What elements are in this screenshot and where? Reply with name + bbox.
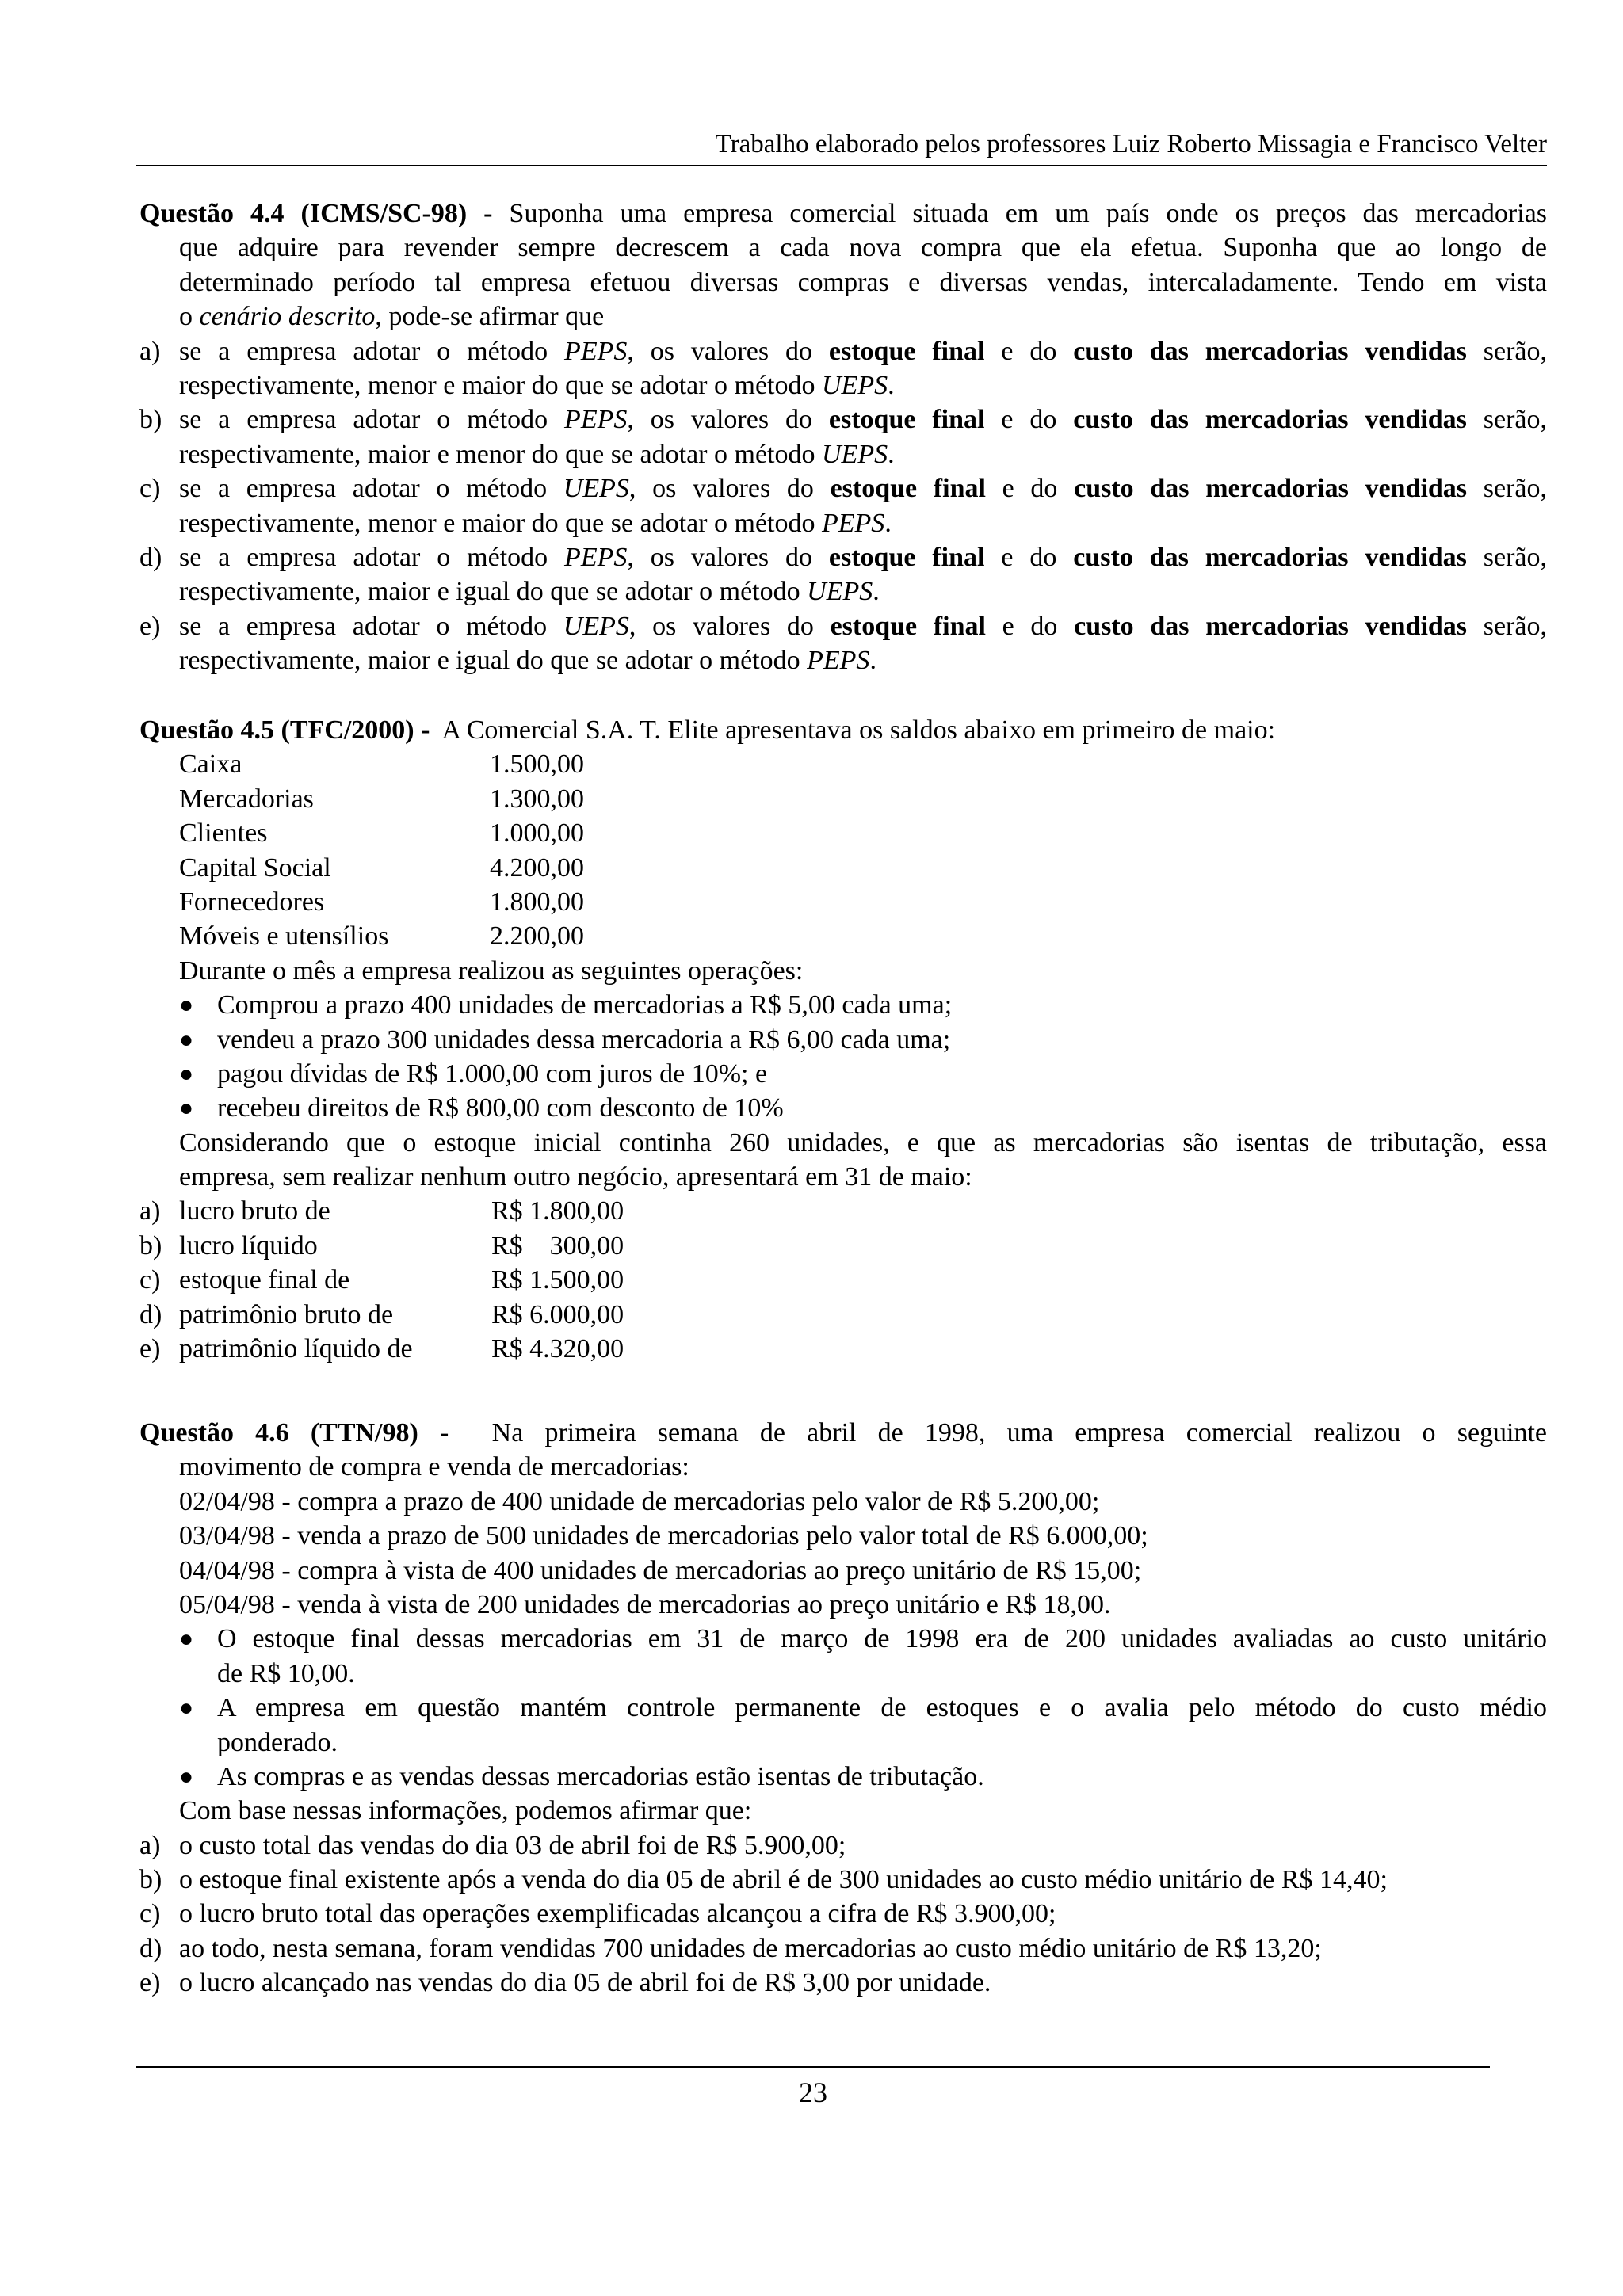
option-ref-method: UEPS	[807, 577, 873, 607]
option-text: lucro bruto de	[179, 1196, 330, 1226]
fact-bullet-3	[139, 1760, 1547, 1794]
option-line	[139, 1194, 1547, 1228]
option-ref-method: UEPS	[822, 370, 888, 400]
option-text: o lucro alcançado nas vendas do dia 05 de abril foi de R$ 3,00 por unidade.	[179, 1968, 991, 1998]
question-4-4-options	[139, 334, 1547, 678]
option-method: PEPS	[564, 542, 628, 572]
account-row	[179, 816, 1547, 850]
account-value: 1.800,00	[490, 887, 584, 917]
option-line	[139, 540, 1547, 574]
question-4-4-stem-line-3: determinado período tal empresa efetuou diversas compras e diversas vendas, intercaladamente. Tendo em vista	[179, 267, 1547, 297]
footer-divider	[136, 2066, 1490, 2068]
question-4-5-consider-line-1: Considerando que o estoque inicial continha 260 unidades, e que as mercadorias são isentas de tributação, essa	[179, 1127, 1547, 1158]
option-value: R$ 1.800,00	[491, 1196, 624, 1226]
option-method: UEPS	[563, 474, 629, 504]
operation-text: vendeu a prazo 300 unidades dessa mercadoria a R$ 6,00 cada uma;	[217, 1024, 951, 1055]
option-label: b)	[139, 405, 162, 435]
operation-item	[139, 1091, 1547, 1125]
option-method: UEPS	[563, 611, 629, 641]
stem-italic-text: cenário descrito	[199, 302, 376, 332]
question-4-4-title: Questão 4.4 (ICMS/SC-98) -	[139, 199, 493, 228]
bullet-icon: ●	[179, 1095, 194, 1122]
option-text: ao todo, nesta semana, foram vendidas 700 unidades de mercadorias ao custo médio unitário de R$ 13,20;	[179, 1933, 1322, 1963]
option-text: respectivamente, maior e menor do que se adotar o método	[179, 439, 822, 469]
account-row	[179, 782, 1547, 816]
option-term-custo: custo das mercadorias vendidas	[1073, 542, 1467, 572]
option-line	[139, 402, 1547, 437]
option-text: se a empresa adotar o método	[179, 405, 565, 435]
account-balances-list	[139, 747, 1547, 953]
question-4-6-options	[139, 1829, 1547, 2000]
movement-line: 03/04/98 - venda a prazo de 500 unidades de mercadorias pelo valor total de R$ 6.000,00;	[179, 1521, 1148, 1551]
option-label: e)	[139, 611, 161, 641]
option-term-custo: custo das mercadorias vendidas	[1073, 405, 1467, 435]
option-line	[139, 1863, 1547, 1897]
option-text: patrimônio líquido de	[179, 1334, 413, 1364]
option-term-estoque: estoque final	[828, 336, 985, 366]
account-row	[179, 919, 1547, 953]
option-text: respectivamente, menor e maior do que se adotar o método	[179, 370, 822, 400]
option-text: , os valores do	[627, 405, 829, 435]
option-value: R$ 6.000,00	[491, 1299, 624, 1329]
account-row	[179, 851, 1547, 885]
option-line	[139, 1332, 1547, 1366]
account-value: 1.300,00	[490, 784, 584, 814]
option-text: se a empresa adotar o método	[179, 474, 563, 504]
account-value: 1.500,00	[490, 749, 584, 780]
bullet-icon: ●	[179, 1763, 194, 1790]
movement-line: 02/04/98 - compra a prazo de 400 unidade de mercadorias pelo valor de R$ 5.200,00;	[179, 1486, 1100, 1516]
bullet-icon: ●	[179, 1626, 194, 1653]
option-line	[139, 471, 1547, 505]
option-text: e do	[985, 474, 1075, 504]
question-4-6	[139, 1416, 1547, 2000]
option-text: , os valores do	[628, 611, 831, 641]
account-name: Móveis e utensílios	[179, 921, 389, 952]
option-text: e do	[985, 611, 1075, 641]
option-line	[139, 1263, 1547, 1297]
option-label: c)	[139, 1899, 161, 1929]
option-label: b)	[139, 1865, 162, 1895]
account-name: Clientes	[179, 818, 268, 849]
operations-list	[139, 988, 1547, 1126]
fact-text: As compras e as vendas dessas mercadorias estão isentas de tributação.	[217, 1761, 984, 1791]
option-line	[139, 1966, 1547, 2000]
option-line	[139, 1932, 1547, 1966]
operations-intro: Durante o mês a empresa realizou as seguintes operações:	[179, 955, 804, 986]
question-4-6-stem-text: Na primeira semana de abril de 1998, uma empresa comercial realizou o seguinte	[491, 1418, 1548, 1447]
option-line	[139, 1829, 1547, 1863]
option-value: R$ 4.320,00	[491, 1334, 624, 1364]
option-term-estoque: estoque final	[830, 611, 986, 641]
question-4-4-stem-text: Suponha uma empresa comercial situada em um país onde os preços das mercadorias	[509, 199, 1548, 228]
option-text: serão,	[1467, 474, 1547, 504]
option-text: respectivamente, maior e igual do que se adotar o método	[179, 577, 808, 607]
option-text: se a empresa adotar o método	[179, 542, 565, 572]
account-name: Caixa	[179, 749, 242, 780]
operation-text: Comprou a prazo 400 unidades de mercadorias a R$ 5,00 cada uma;	[217, 990, 953, 1020]
question-4-5-consider-line-2: empresa, sem realizar nenhum outro negócio, apresentará em 31 de maio:	[179, 1162, 972, 1192]
question-4-6-stem-line-2: movimento de compra e venda de mercadorias:	[179, 1452, 689, 1482]
option-value: R$ 300,00	[491, 1230, 624, 1261]
option-label: a)	[139, 1830, 161, 1860]
option-text: , os valores do	[628, 474, 831, 504]
page-header: Trabalho elaborado pelos professores Luiz Roberto Missagia e Francisco Velter	[136, 127, 1547, 166]
operation-item	[139, 1057, 1547, 1091]
question-4-4-stem-line-1	[139, 196, 1547, 231]
movement-line: 04/04/98 - compra à vista de 400 unidades de mercadorias ao preço unitário de R$ 15,00;	[179, 1555, 1142, 1585]
question-4-6-conclusion: Com base nessas informações, podemos afirmar que:	[179, 1796, 752, 1826]
option-text: se a empresa adotar o método	[179, 336, 565, 366]
option-term-estoque: estoque final	[830, 474, 986, 504]
fact-bullet-1-line-1	[139, 1622, 1547, 1656]
movements-list	[139, 1485, 1547, 1623]
option-text: serão,	[1466, 336, 1547, 366]
operation-item	[139, 1023, 1547, 1057]
option-text: .	[869, 646, 876, 676]
option-text: o estoque final existente após a venda do dia 05 de abril é de 300 unidades ao custo médio unitário de R$ 14,40;	[179, 1865, 1388, 1895]
option-line	[139, 1229, 1547, 1263]
option-ref-method: UEPS	[822, 439, 888, 469]
option-text: o lucro bruto total das operações exemplificadas alcançou a cifra de R$ 3.900,00;	[179, 1899, 1056, 1929]
account-name: Capital Social	[179, 852, 331, 883]
question-4-5-stem	[139, 713, 1547, 747]
question-4-4-stem-line-4	[179, 299, 1547, 334]
account-row	[179, 885, 1547, 919]
question-4-5	[139, 713, 1547, 1366]
option-text: respectivamente, maior e igual do que se adotar o método	[179, 646, 808, 676]
option-label: c)	[139, 474, 161, 504]
question-4-4	[139, 196, 1547, 677]
option-method: PEPS	[564, 405, 628, 435]
stem-text: , pode-se afirmar que	[375, 302, 605, 332]
option-text: e do	[984, 542, 1074, 572]
bullet-icon: ●	[179, 1060, 194, 1087]
option-text: estoque final de	[179, 1265, 350, 1295]
option-text: .	[873, 577, 880, 607]
account-row	[179, 747, 1547, 781]
operation-text: pagou dívidas de R$ 1.000,00 com juros de 10%; e	[217, 1058, 768, 1089]
operation-item	[139, 988, 1547, 1022]
option-text: se a empresa adotar o método	[179, 611, 563, 641]
option-text: serão,	[1467, 611, 1547, 641]
option-label: e)	[139, 1334, 161, 1364]
option-label: a)	[139, 336, 161, 366]
option-ref-method: PEPS	[807, 646, 870, 676]
option-line	[139, 506, 1547, 540]
option-ref-method: PEPS	[822, 508, 885, 538]
fact-bullet-2-line-1	[139, 1691, 1547, 1725]
option-label: b)	[139, 1230, 162, 1261]
option-text: serão,	[1466, 542, 1547, 572]
option-term-custo: custo das mercadorias vendidas	[1074, 611, 1468, 641]
option-line	[139, 437, 1547, 471]
option-line	[139, 334, 1547, 368]
operation-text: recebeu direitos de R$ 800,00 com desconto de 10%	[217, 1093, 784, 1123]
account-name: Fornecedores	[179, 887, 325, 917]
option-term-custo: custo das mercadorias vendidas	[1073, 336, 1467, 366]
option-text: o custo total das vendas do dia 03 de abril foi de R$ 5.900,00;	[179, 1830, 846, 1860]
option-text: lucro líquido	[179, 1230, 318, 1261]
option-text: .	[884, 508, 892, 538]
option-label: d)	[139, 1299, 162, 1329]
option-line	[139, 1298, 1547, 1332]
question-4-6-stem-line-1	[139, 1416, 1547, 1450]
question-4-5-stem-text: A Comercial S.A. T. Elite apresentava os saldos abaixo em primeiro de maio:	[441, 715, 1276, 745]
movement-line: 05/04/98 - venda à vista de 200 unidades de mercadorias ao preço unitário e R$ 18,00.	[179, 1589, 1111, 1619]
option-label: c)	[139, 1265, 161, 1295]
question-4-6-title: Questão 4.6 (TTN/98) -	[139, 1418, 449, 1447]
bullet-icon: ●	[179, 992, 194, 1019]
option-term-estoque: estoque final	[828, 542, 985, 572]
option-label: e)	[139, 1968, 161, 1998]
option-value: R$ 1.500,00	[491, 1265, 624, 1295]
option-line	[139, 1897, 1547, 1931]
fact-bullet-2-line-2: ponderado.	[217, 1727, 338, 1757]
option-label: d)	[139, 542, 162, 572]
question-4-5-options	[139, 1194, 1547, 1366]
option-text: e do	[984, 336, 1074, 366]
option-method: PEPS	[564, 336, 628, 366]
account-value: 4.200,00	[490, 852, 584, 883]
option-text: patrimônio bruto de	[179, 1299, 394, 1329]
option-line	[139, 574, 1547, 608]
option-text: serão,	[1466, 405, 1547, 435]
account-value: 1.000,00	[490, 818, 584, 849]
option-line	[139, 609, 1547, 643]
option-text: .	[888, 370, 895, 400]
option-label: d)	[139, 1933, 162, 1963]
fact-text: O estoque final dessas mercadorias em 31 de março de 1998 era de 200 unidades avaliadas ao custo unitário	[217, 1624, 1547, 1654]
stem-text: o	[179, 302, 200, 332]
fact-bullet-1-line-2: de R$ 10,00.	[217, 1658, 355, 1688]
option-text: e do	[984, 405, 1074, 435]
question-4-4-stem-line-2: que adquire para revender sempre decrescem a cada nova compra que ela efetua. Suponha que ao longo de	[179, 233, 1547, 263]
option-line	[139, 368, 1547, 402]
option-text: respectivamente, menor e maior do que se adotar o método	[179, 508, 822, 538]
option-term-custo: custo das mercadorias vendidas	[1074, 474, 1468, 504]
option-term-estoque: estoque final	[828, 405, 985, 435]
fact-text: A empresa em questão mantém controle permanente de estoques e o avalia pelo método do custo médio	[217, 1693, 1547, 1723]
bullet-icon: ●	[179, 1695, 194, 1722]
page-number: 23	[799, 2077, 827, 2108]
account-name: Mercadorias	[179, 784, 314, 814]
option-text: , os valores do	[627, 336, 829, 366]
option-text: , os valores do	[627, 542, 829, 572]
account-value: 2.200,00	[490, 921, 584, 952]
question-4-5-title: Questão 4.5 (TFC/2000) -	[139, 715, 430, 745]
bullet-icon: ●	[179, 1026, 194, 1053]
option-label: a)	[139, 1196, 161, 1226]
option-line	[139, 643, 1547, 677]
option-text: .	[888, 439, 895, 469]
